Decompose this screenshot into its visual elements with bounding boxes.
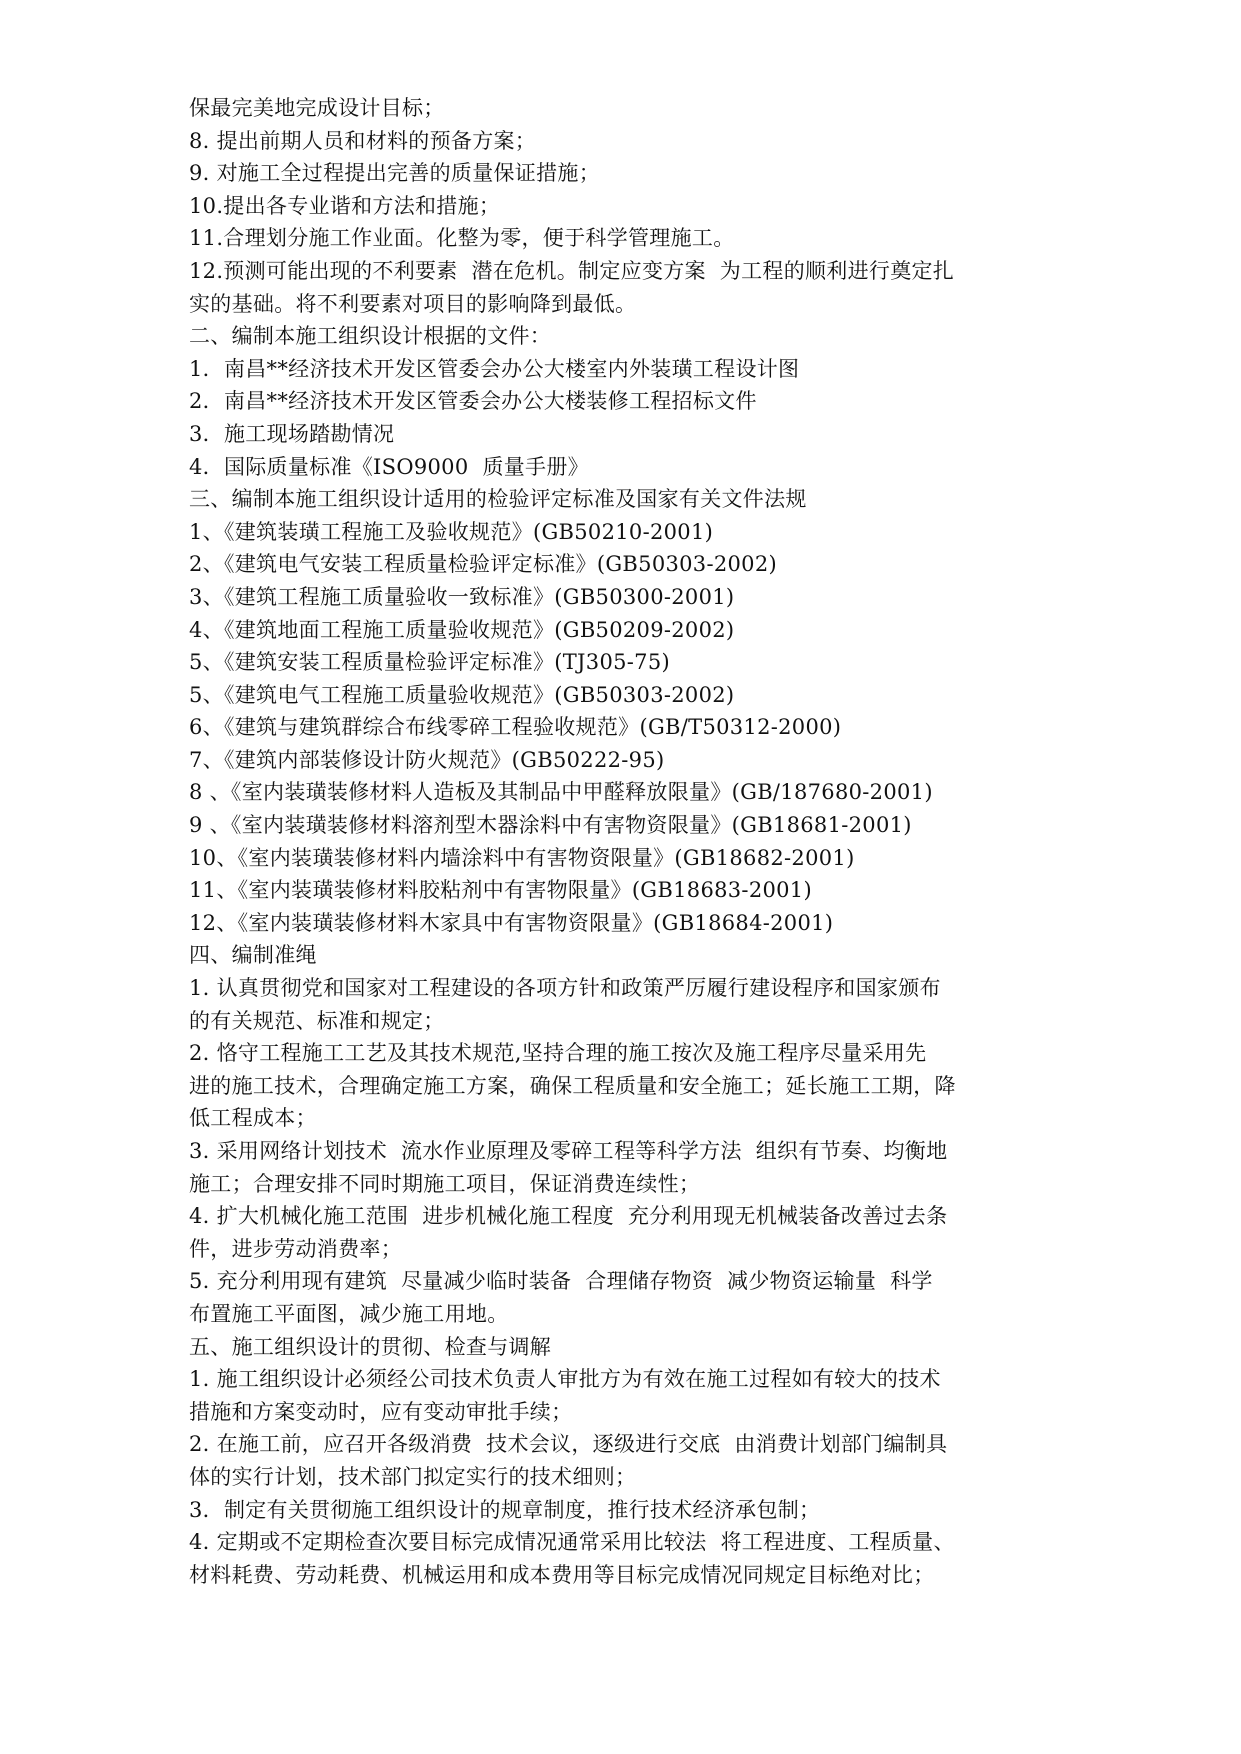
text-line: 施工；合理安排不同时期施工项目，保证消费连续性； xyxy=(189,1171,701,1196)
text-line: 布置施工平面图，减少施工用地。 xyxy=(189,1301,509,1326)
text-line: 材料耗费、劳动耗费、机械运用和成本费用等目标完成情况同规定目标绝对比； xyxy=(189,1562,935,1587)
text-line: 保最完美地完成设计目标； xyxy=(189,96,445,120)
text-line: 6、《建筑与建筑群综合布线零碎工程验收规范》(GB/T50312-2000) xyxy=(189,715,842,740)
text-line: 三、编制本施工组织设计适用的检验评定标准及国家有关文件法规 xyxy=(189,487,807,512)
text-line: 4. 定期或不定期检查次要目标完成情况通常采用比较法 将工程进度、工程质量、 xyxy=(189,1530,955,1555)
text-line: 7、《建筑内部装修设计防火规范》(GB50222-95) xyxy=(189,747,665,772)
text-line: 8 、《室内装璜装修材料人造板及其制品中甲醛释放限量》(GB/187680-2001) xyxy=(189,780,933,805)
text-line: 1．南昌**经济技术开发区管委会办公大楼室内外装璜工程设计图 xyxy=(189,356,800,381)
text-line: 4. 扩大机械化施工范围 进步机械化施工程度 充分利用现无机械装备改善过去条 xyxy=(189,1204,948,1229)
text-line: 3. 采用网络计划技术 流水作业原理及零碎工程等科学方法 组织有节奏、均衡地 xyxy=(189,1139,948,1163)
text-line: 12、《室内装璜装修材料木家具中有害物资限量》(GB18684-2001) xyxy=(189,910,834,935)
text-line: 9 、《室内装璜装修材料溶剂型木器涂料中有害物资限量》(GB18681-2001) xyxy=(189,813,912,838)
text-line: 10、《室内装璜装修材料内墙涂料中有害物资限量》(GB18682-2001) xyxy=(189,845,855,870)
text-line: 件，进步劳动消费率； xyxy=(189,1236,402,1261)
text-line: 12.预测可能出现的不利要素 潜在危机。制定应变方案 为工程的顺利进行奠定扎 xyxy=(189,258,955,283)
text-line: 2. 在施工前，应召开各级消费 技术会议，逐级进行交底 由消费计划部门编制具 xyxy=(189,1432,948,1457)
text-line: 体的实行计划，技术部门拟定实行的技术细则； xyxy=(189,1464,637,1489)
text-line: 实的基础。将不利要素对项目的影响降到最低。 xyxy=(189,291,637,316)
text-line: 11.合理划分施工作业面。化整为零，便于科学管理施工。 xyxy=(189,226,735,251)
text-line: 1. 施工组织设计必须经公司技术负责人审批方为有效在施工过程如有较大的技术 xyxy=(189,1367,941,1392)
text-line: 五、施工组织设计的贯彻、检查与调解 xyxy=(189,1334,552,1359)
text-line: 措施和方案变动时，应有变动审批手续； xyxy=(189,1399,573,1424)
text-line: 1、《建筑装璜工程施工及验收规范》(GB50210-2001) xyxy=(189,519,714,544)
text-line: 1. 认真贯彻党和国家对工程建设的各项方针和政策严厉履行建设程序和国家颁布 xyxy=(189,976,941,1001)
text-line: 的有关规范、标准和规定； xyxy=(189,1008,445,1033)
text-line: 2．南昌**经济技术开发区管委会办公大楼装修工程招标文件 xyxy=(189,389,757,414)
text-line: 11、《室内装璜装修材料胶粘剂中有害物限量》(GB18683-2001) xyxy=(189,878,812,903)
text-line: 四、编制准绳 xyxy=(189,943,317,968)
text-line: 4、《建筑地面工程施工质量验收规范》(GB50209-2002) xyxy=(189,617,735,642)
text-line: 进的施工技术，合理确定施工方案，确保工程质量和安全施工；延长施工工期，降 xyxy=(189,1073,956,1098)
text-line: 9. 对施工全过程提出完善的质量保证措施； xyxy=(189,161,601,186)
text-line: 4．国际质量标准《ISO9000 质量手册》 xyxy=(189,454,589,479)
text-line: 3．施工现场踏勘情况 xyxy=(189,421,395,446)
text-line: 10.提出各专业谐和方法和措施； xyxy=(189,193,501,218)
text-line: 2、《建筑电气安装工程质量检验评定标准》(GB50303-2002) xyxy=(189,552,777,577)
text-line: 3、《建筑工程施工质量验收一致标准》(GB50300-2001) xyxy=(189,584,735,609)
text-line: 低工程成本； xyxy=(189,1106,317,1131)
text-line: 5、《建筑电气工程施工质量验收规范》(GB50303-2002) xyxy=(189,682,735,707)
text-line: 3．制定有关贯彻施工组织设计的规章制度，推行技术经济承包制； xyxy=(189,1497,821,1522)
text-line: 2. 恪守工程施工工艺及其技术规范,坚持合理的施工按次及施工程序尽量采用先 xyxy=(189,1041,927,1066)
text-line: 二、编制本施工组织设计根据的文件： xyxy=(189,324,552,349)
text-line: 5、《建筑安装工程质量检验评定标准》(TJ305-75) xyxy=(189,650,670,675)
text-line: 8. 提出前期人员和材料的预备方案； xyxy=(189,128,537,153)
text-line: 5. 充分利用现有建筑 尽量减少临时装备 合理储存物资 减少物资运输量 科学 xyxy=(189,1269,933,1294)
document-page xyxy=(189,92,1069,1591)
